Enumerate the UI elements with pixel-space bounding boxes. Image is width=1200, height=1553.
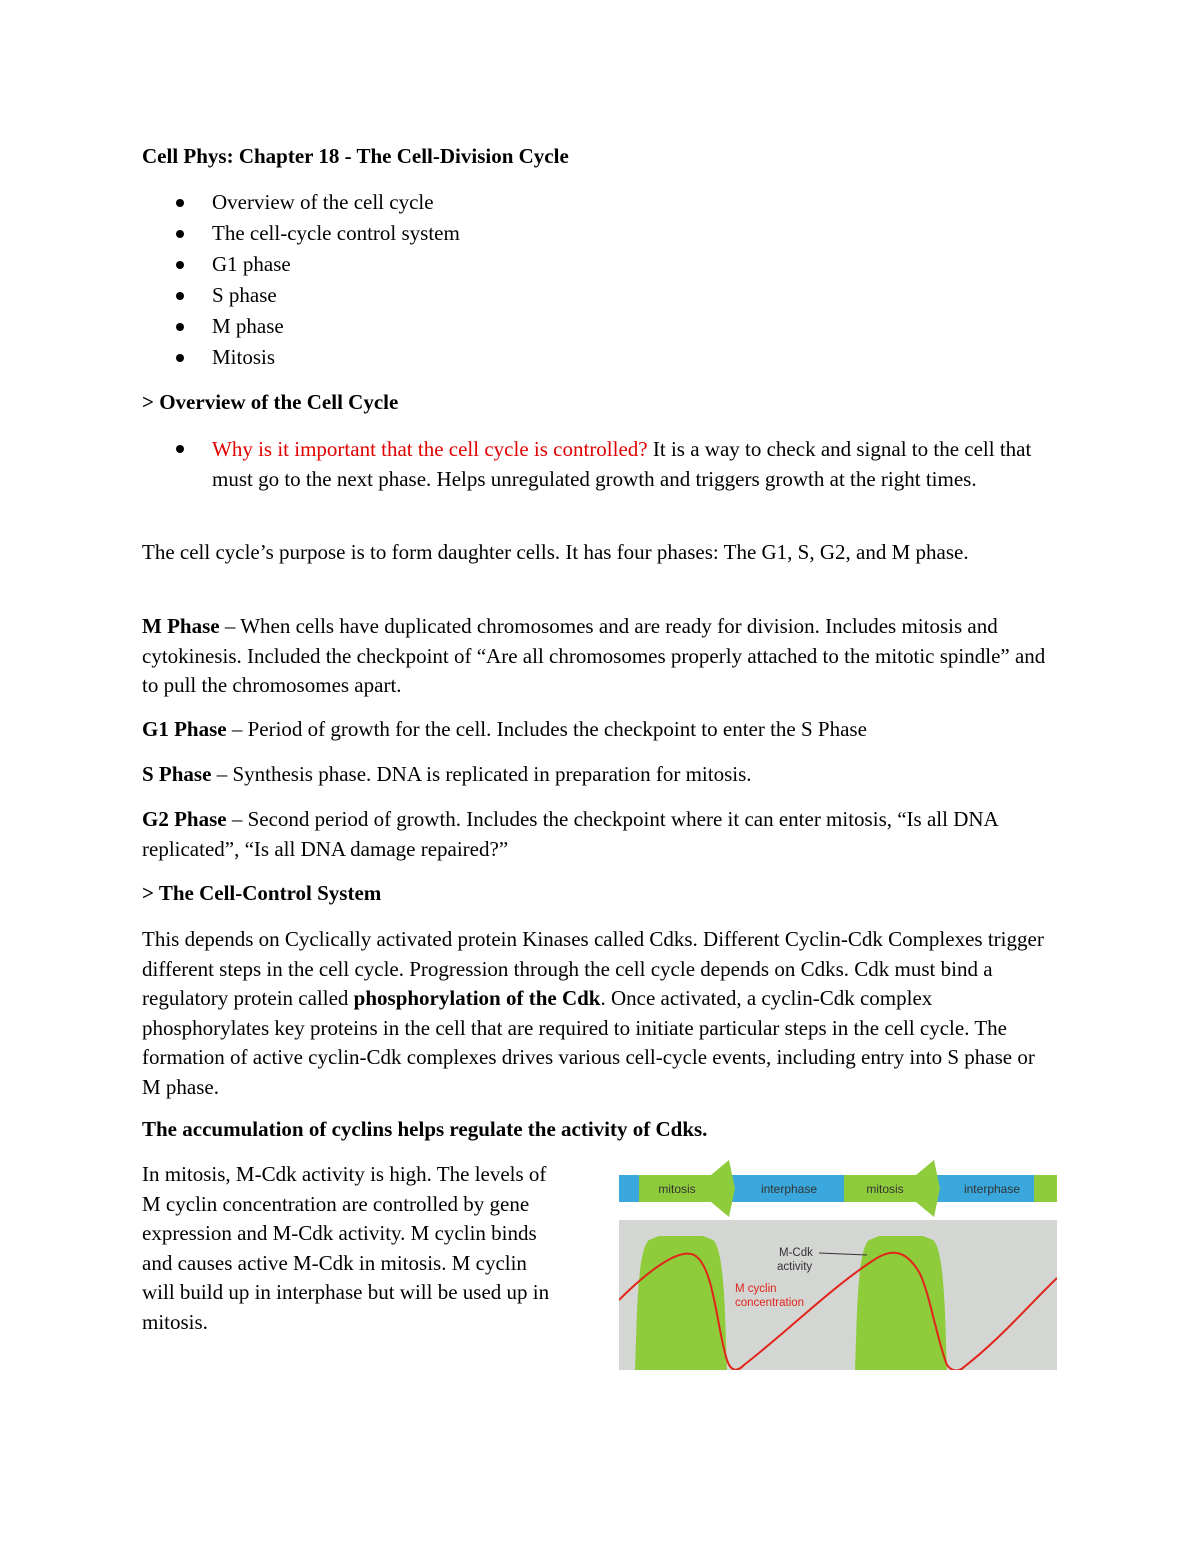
phase-end-segment <box>1034 1175 1057 1202</box>
question-answer: It is a way to check and signal to the cell that must go to the next phase. Helps unregulated growth and triggers growth at the right times. <box>212 437 1032 491</box>
phase-label: mitosis <box>658 1182 696 1196</box>
m-cdk-activity-peak-2 <box>855 1236 947 1370</box>
phase-label: interphase <box>760 1182 818 1196</box>
question-bullet <box>142 434 1057 494</box>
bullet-icon <box>176 199 184 207</box>
phase-label: interphase <box>963 1182 1021 1196</box>
m-cdk-activity-peak-1 <box>635 1236 727 1370</box>
bullet-icon <box>176 354 184 362</box>
phase-label: mitosis <box>866 1182 904 1196</box>
cyclin-activity-diagram <box>619 1160 1057 1370</box>
bullet-icon <box>176 230 184 238</box>
section-heading-control-system: > The Cell-Control System <box>142 881 382 905</box>
section-heading-overview: > Overview of the Cell Cycle <box>142 390 399 414</box>
topic-list <box>142 188 460 374</box>
m-cyclin-concentration-label: concentration <box>735 1297 805 1309</box>
question-label: Why is it important that the cell cycle is controlled? <box>212 437 648 461</box>
bullet-icon <box>176 261 184 269</box>
m-cdk-activity-label: activity <box>777 1261 813 1273</box>
s-phase-paragraph: S Phase – Synthesis phase. DNA is replicated in preparation for mitosis. <box>142 762 752 786</box>
list-item: G1 phase <box>142 250 460 281</box>
document-title: Cell Phys: Chapter 18 - The Cell-Division Cycle <box>142 144 569 168</box>
bullet-icon <box>176 323 184 331</box>
mitosis-paragraph: In mitosis, M-Cdk activity is high. The levels of M cyclin concentration are controlled by gene expression and M-Cdk activity. M cyclin binds and causes active M-Cdk in mitosis. M cyclin will build up in interphase but will be used up in mitosis. <box>142 1162 550 1334</box>
cyclin-activity-figure <box>619 1160 1057 1370</box>
bullet-icon <box>176 445 184 453</box>
list-item: Mitosis <box>142 343 460 374</box>
list-item: Overview of the cell cycle <box>142 188 460 219</box>
g2-phase-paragraph: G2 Phase – Second period of growth. Includes the checkpoint where it can enter mitosis, “Is all DNA replicated”, “Is all DNA damage repaired?” <box>142 807 998 861</box>
cyclins-subheading: The accumulation of cyclins helps regulate the activity of Cdks. <box>142 1117 708 1141</box>
purpose-paragraph: The cell cycle’s purpose is to form daughter cells. It has four phases: The G1, S, G2, and M phase. <box>142 540 969 564</box>
bullet-icon <box>176 292 184 300</box>
m-cyclin-label: M cyclin <box>735 1283 777 1295</box>
m-cdk-label: M-Cdk <box>779 1247 813 1259</box>
list-item: M phase <box>142 312 460 343</box>
list-item: S phase <box>142 281 460 312</box>
question-text <box>212 434 1057 494</box>
m-phase-paragraph: M Phase – When cells have duplicated chromosomes and are ready for division. Includes mitosis and cytokinesis. Included the checkpoint of “Are all chromosomes properly attached to the mitotic spindle” and to pull the chromosomes apart. <box>142 614 1046 697</box>
control-system-paragraph: This depends on Cyclically activated protein Kinases called Cdks. Different Cyclin-Cdk Complexes trigger different steps in the cell cycle. Progression through the cell cycle depends on Cdks. Cdk must bind a regulatory protein called phosphorylation of the Cdk. Once activated, a cyclin-Cdk complex phosphorylates key proteins in the cell that are required to initiate particular steps in the cell cycle. The formation of active cyclin-Cdk complexes drives various cell-cycle events, including entry into S phase or M phase. <box>142 927 1044 1099</box>
g1-phase-paragraph: G1 Phase – Period of growth for the cell. Includes the checkpoint to enter the S Phase <box>142 717 867 741</box>
list-item: The cell-cycle control system <box>142 219 460 250</box>
